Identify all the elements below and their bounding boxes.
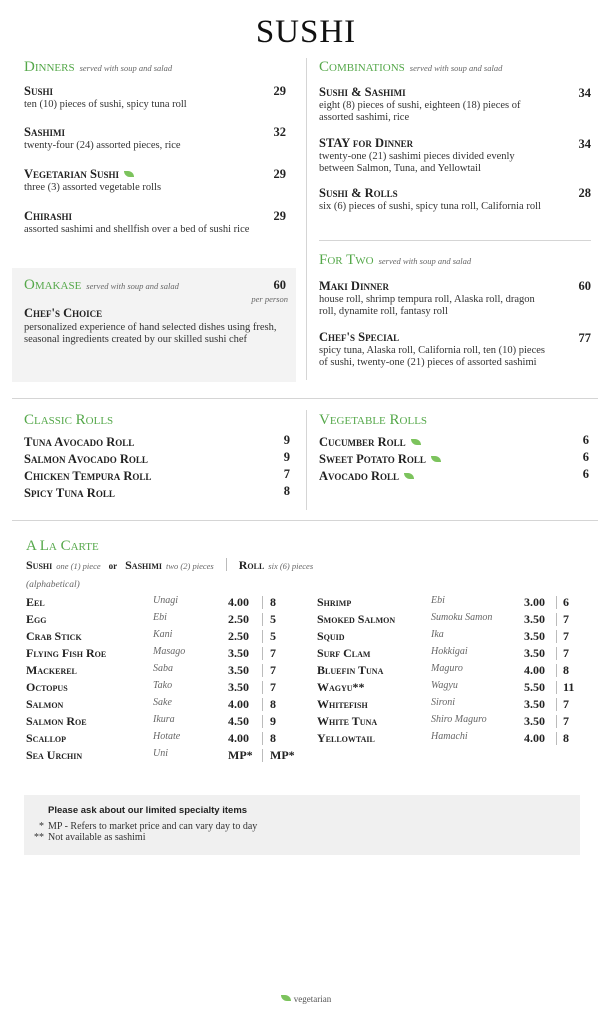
for-two-note: served with soup and salad — [378, 256, 472, 266]
a-la-carte-column-separator — [556, 715, 557, 728]
a-la-carte-item-japanese: Hotate — [153, 731, 181, 742]
a-la-carte-item-name: Salmon — [26, 697, 64, 711]
omakase-note: served with soup and salad — [86, 281, 179, 291]
roll-label: Roll — [238, 558, 265, 572]
a-la-carte-item-roll-price: 5 — [270, 612, 276, 626]
column-divider — [306, 58, 307, 380]
a-la-carte-legend — [26, 556, 313, 574]
omakase-heading — [24, 277, 179, 294]
a-la-carte-row — [26, 629, 298, 646]
a-la-carte-row — [26, 697, 298, 714]
roll-name: Chicken Tempura Roll — [24, 469, 152, 483]
a-la-carte-item-japanese: Ebi — [431, 595, 445, 606]
combo-item-name: STAY for Dinner — [319, 136, 414, 150]
dinner-item-desc: three (3) assorted vegetable rolls — [24, 182, 162, 193]
a-la-carte-item-roll-price: 7 — [270, 680, 276, 694]
a-la-carte-item-price: 5.50 — [524, 680, 545, 694]
classic-rolls-heading: Classic Rolls — [24, 412, 114, 428]
dinner-item-name: Sashimi — [24, 125, 65, 139]
sushi-label: Sushi — [26, 558, 53, 572]
section-divider — [12, 398, 598, 399]
a-la-carte-column-separator — [262, 647, 263, 660]
omakase-price: 60 — [273, 278, 286, 292]
a-la-carte-item-roll-price: 5 — [270, 629, 276, 643]
combinations-heading-label: Combinations — [319, 59, 405, 75]
for-two-item-name: Maki Dinner — [319, 279, 389, 293]
roll-name: Sweet Potato Roll — [319, 452, 426, 466]
a-la-carte-column-separator — [556, 732, 557, 745]
roll-row — [24, 450, 290, 467]
dinner-item-desc: twenty-four (24) assorted pieces, rice — [24, 140, 181, 151]
a-la-carte-column-separator — [556, 681, 557, 694]
a-la-carte-row — [26, 646, 298, 663]
dinner-item-price: 32 — [273, 125, 286, 139]
a-la-carte-item-roll-price: 8 — [270, 697, 276, 711]
a-la-carte-item-price: 4.00 — [524, 663, 545, 677]
dinner-item-desc: assorted sashimi and shellfish over a bed of sushi rice — [24, 224, 250, 235]
column-divider — [306, 410, 307, 510]
for-two-item-price: 60 — [578, 279, 591, 293]
na-note: Not available as sashimi — [48, 832, 146, 843]
combo-item — [319, 136, 549, 175]
a-la-carte-item-roll-price: 7 — [270, 663, 276, 677]
legend-separator — [226, 558, 227, 571]
a-la-carte-item-price: 3.50 — [524, 629, 545, 643]
a-la-carte-item-price: MP* — [228, 748, 253, 762]
a-la-carte-row — [26, 680, 298, 697]
dinner-item-name-text: Vegetarian Sushi — [24, 167, 119, 181]
alphabetical-note: (alphabetical) — [26, 580, 80, 590]
classic-rolls-list — [24, 433, 290, 501]
roll-name: Spicy Tuna Roll — [24, 486, 115, 500]
roll-name: Tuna Avocado Roll — [24, 435, 135, 449]
dinner-item — [24, 209, 264, 236]
for-two-item — [319, 279, 551, 318]
a-la-carte-item-price: 3.50 — [524, 612, 545, 626]
dinner-item — [24, 84, 286, 111]
a-la-carte-item-japanese: Sumoku Samon — [431, 612, 493, 623]
roll-row — [319, 433, 589, 450]
a-la-carte-item-roll-price: 7 — [563, 697, 569, 711]
roll-name: Cucumber Roll — [319, 435, 406, 449]
roll-name: Salmon Avocado Roll — [24, 452, 148, 466]
omakase-item-name: Chef's Choice — [24, 306, 103, 320]
a-la-carte-item-name: Flying Fish Roe — [26, 646, 107, 660]
dinner-item-name: Sushi — [24, 84, 53, 98]
roll-row — [24, 467, 290, 484]
a-la-carte-item-price: 3.50 — [228, 680, 249, 694]
a-la-carte-column-separator — [556, 613, 557, 626]
a-la-carte-item-name: Shrimp — [317, 595, 352, 609]
roll-price: 7 — [283, 467, 290, 481]
a-la-carte-item-japanese: Kani — [153, 629, 173, 640]
a-la-carte-item-japanese: Hamachi — [431, 731, 468, 742]
for-two-heading — [319, 252, 471, 269]
a-la-carte-item-roll-price: 8 — [270, 595, 276, 609]
vegetarian-legend-label: vegetarian — [293, 994, 332, 1004]
a-la-carte-item-japanese: Maguro — [431, 663, 463, 674]
a-la-carte-column-separator — [262, 715, 263, 728]
roll-row — [24, 484, 290, 501]
a-la-carte-row — [26, 731, 298, 748]
a-la-carte-item-name: Mackerel — [26, 663, 77, 677]
for-two-item-desc: spicy tuna, Alaska roll, California roll, ten (10) pieces of sushi, twenty-one (21) pieces of assorted sashimi — [319, 345, 545, 368]
a-la-carte-column-separator — [262, 698, 263, 711]
a-la-carte-item-japanese: Ikura — [153, 714, 175, 725]
vegetarian-leaf-icon — [404, 473, 414, 479]
a-la-carte-item-name: Wagyu** — [317, 680, 365, 694]
a-la-carte-item-roll-price: 8 — [563, 663, 569, 677]
a-la-carte-item-name: Scallop — [26, 731, 67, 745]
or-label: or — [108, 561, 118, 571]
a-la-carte-item-name: Squid — [317, 629, 345, 643]
a-la-carte-column-separator — [262, 613, 263, 626]
vegetarian-leaf-icon — [411, 439, 421, 445]
section-divider — [319, 240, 591, 241]
a-la-carte-item-japanese: Masago — [153, 646, 186, 657]
dinner-item-name: Chirashi — [24, 209, 73, 223]
vegetable-rolls-list — [319, 433, 589, 484]
a-la-carte-item-name: Crab Stick — [26, 629, 82, 643]
vegetarian-leaf-icon — [281, 995, 291, 1001]
dinners-heading-label: Dinners — [24, 59, 75, 75]
roll-row — [319, 450, 589, 467]
a-la-carte-item-japanese: Ika — [431, 629, 444, 640]
roll-note: six (6) pieces — [268, 561, 314, 571]
a-la-carte-item-roll-price: 6 — [563, 595, 569, 609]
a-la-carte-item-price: 4.00 — [228, 595, 249, 609]
a-la-carte-row — [317, 697, 601, 714]
a-la-carte-item-price: 2.50 — [228, 629, 249, 643]
sashimi-label: Sashimi — [125, 558, 163, 572]
a-la-carte-item-japanese: Saba — [153, 663, 173, 674]
a-la-carte-column-separator — [556, 664, 557, 677]
a-la-carte-item-price: 3.50 — [228, 663, 249, 677]
roll-price: 9 — [283, 433, 290, 447]
a-la-carte-item-roll-price: MP* — [270, 748, 295, 762]
vegetarian-legend — [0, 989, 612, 1007]
sashimi-note: two (2) pieces — [166, 561, 214, 571]
roll-row — [24, 433, 290, 450]
combinations-note: served with soup and salad — [409, 63, 503, 73]
a-la-carte-item-japanese: Ebi — [153, 612, 167, 623]
a-la-carte-item-name: Surf Clam — [317, 646, 371, 660]
a-la-carte-item-japanese: Tako — [153, 680, 173, 691]
a-la-carte-item-name: Octopus — [26, 680, 68, 694]
mp-note: MP - Refers to market price and can vary day to day — [48, 821, 258, 832]
combo-item-name: Sushi & Rolls — [319, 186, 398, 200]
a-la-carte-column-separator — [262, 681, 263, 694]
a-la-carte-row — [26, 748, 298, 765]
a-la-carte-item-japanese: Wagyu — [431, 680, 458, 691]
a-la-carte-row — [26, 663, 298, 680]
a-la-carte-item-name: Whitefish — [317, 697, 368, 711]
roll-price: 8 — [283, 484, 290, 498]
a-la-carte-row — [26, 595, 298, 612]
roll-name: Avocado Roll — [319, 469, 400, 483]
a-la-carte-row — [317, 595, 601, 612]
a-la-carte-item-price: 3.50 — [524, 714, 545, 728]
dinner-item-name — [24, 167, 286, 182]
combo-item-desc: twenty-one (21) sashimi pieces divided evenly between Salmon, Tuna, and Yellowtail — [319, 151, 515, 174]
roll-price: 9 — [283, 450, 290, 464]
a-la-carte-row — [317, 714, 601, 731]
combinations-heading — [319, 59, 502, 76]
a-la-carte-row — [26, 714, 298, 731]
menu-title: SUSHI — [255, 14, 357, 50]
a-la-carte-item-name: Smoked Salmon — [317, 612, 396, 626]
a-la-carte-item-name: Eel — [26, 595, 45, 609]
roll-price: 6 — [582, 450, 589, 464]
a-la-carte-item-roll-price: 7 — [563, 629, 569, 643]
a-la-carte-heading: A La Carte — [26, 538, 99, 554]
for-two-item-name: Chef's Special — [319, 330, 400, 344]
a-la-carte-item-name: Yellowtail — [317, 731, 375, 745]
a-la-carte-item-japanese: Shiro Maguro — [431, 714, 487, 725]
a-la-carte-item-price: 4.00 — [524, 731, 545, 745]
a-la-carte-row — [317, 612, 601, 629]
a-la-carte-item-price: 3.00 — [524, 595, 545, 609]
combo-item-desc: eight (8) pieces of sushi, eighteen (18) pieces of assorted sashimi, rice — [319, 100, 521, 123]
a-la-carte-item-name: Sea Urchin — [26, 748, 83, 762]
combo-item-name: Sushi & Sashimi — [319, 85, 406, 99]
a-la-carte-item-price: 3.50 — [228, 646, 249, 660]
sushi-note: one (1) piece — [56, 561, 101, 571]
dinner-item — [24, 167, 286, 194]
a-la-carte-item-roll-price: 8 — [563, 731, 569, 745]
mp-marker: * — [39, 821, 44, 832]
a-la-carte-item-roll-price: 7 — [563, 714, 569, 728]
combo-item — [319, 85, 549, 124]
roll-row — [319, 467, 589, 484]
a-la-carte-item-price: 4.00 — [228, 697, 249, 711]
a-la-carte-item-name: Salmon Roe — [26, 714, 87, 728]
omakase-heading-label: Omakase — [24, 277, 82, 293]
omakase-per-person: per person — [251, 294, 288, 304]
section-divider — [12, 520, 598, 521]
a-la-carte-right-list — [317, 595, 601, 748]
a-la-carte-column-separator — [556, 596, 557, 609]
combo-item-price: 34 — [578, 86, 591, 100]
for-two-item-desc: house roll, shrimp tempura roll, Alaska roll, dragon roll, dynamite roll, fantasy roll — [319, 294, 535, 317]
a-la-carte-row — [26, 612, 298, 629]
dinner-item-price: 29 — [273, 84, 286, 98]
na-marker: ** — [34, 832, 44, 843]
dinner-item-price: 29 — [273, 209, 286, 223]
omakase-item-desc: personalized experience of hand selected dishes using fresh, seasonal ingredients created by our skilled sushi chef — [24, 322, 277, 345]
a-la-carte-column-separator — [262, 749, 263, 762]
combo-item-price: 34 — [578, 137, 591, 151]
a-la-carte-row — [317, 629, 601, 646]
a-la-carte-item-roll-price: 8 — [270, 731, 276, 745]
a-la-carte-row — [317, 731, 601, 748]
roll-price: 6 — [582, 467, 589, 481]
a-la-carte-column-separator — [262, 630, 263, 643]
vegetarian-leaf-icon — [124, 171, 134, 177]
specialty-note: Please ask about our limited specialty items — [48, 805, 248, 816]
a-la-carte-row — [317, 663, 601, 680]
a-la-carte-item-japanese: Sake — [153, 697, 172, 708]
for-two-heading-label: For Two — [319, 252, 374, 268]
a-la-carte-item-name: White Tuna — [317, 714, 378, 728]
a-la-carte-item-price: 4.00 — [228, 731, 249, 745]
a-la-carte-left-list — [26, 595, 298, 765]
dinners-note: served with soup and salad — [79, 63, 173, 73]
a-la-carte-item-japanese: Unagi — [153, 595, 178, 606]
a-la-carte-item-japanese: Sironi — [431, 697, 456, 708]
a-la-carte-item-name: Bluefin Tuna — [317, 663, 384, 677]
dinner-item — [24, 125, 286, 152]
vegetable-rolls-heading: Vegetable Rolls — [319, 412, 428, 428]
a-la-carte-item-roll-price: 9 — [270, 714, 276, 728]
a-la-carte-item-price: 4.50 — [228, 714, 249, 728]
a-la-carte-column-separator — [262, 732, 263, 745]
a-la-carte-column-separator — [556, 630, 557, 643]
for-two-item — [319, 330, 551, 369]
a-la-carte-item-price: 2.50 — [228, 612, 249, 626]
roll-price: 6 — [582, 433, 589, 447]
combo-item — [319, 186, 549, 213]
a-la-carte-item-price: 3.50 — [524, 646, 545, 660]
a-la-carte-row — [317, 680, 601, 697]
a-la-carte-item-japanese: Uni — [153, 748, 168, 759]
combo-item-desc: six (6) pieces of sushi, spicy tuna roll, California roll — [319, 201, 541, 212]
a-la-carte-item-roll-price: 7 — [270, 646, 276, 660]
a-la-carte-item-japanese: Hokkigai — [431, 646, 468, 657]
vegetarian-leaf-icon — [431, 456, 441, 462]
a-la-carte-item-roll-price: 11 — [563, 680, 575, 694]
a-la-carte-column-separator — [262, 664, 263, 677]
dinners-heading — [24, 59, 172, 76]
a-la-carte-column-separator — [556, 698, 557, 711]
dinner-item-desc: ten (10) pieces of sushi, spicy tuna roll — [24, 99, 187, 110]
dinner-item-price: 29 — [273, 167, 286, 181]
a-la-carte-item-roll-price: 7 — [563, 646, 569, 660]
a-la-carte-row — [317, 646, 601, 663]
a-la-carte-item-name: Egg — [26, 612, 47, 626]
a-la-carte-item-roll-price: 7 — [563, 612, 569, 626]
a-la-carte-column-separator — [262, 596, 263, 609]
a-la-carte-item-price: 3.50 — [524, 697, 545, 711]
combo-item-price: 28 — [578, 186, 591, 200]
a-la-carte-column-separator — [556, 647, 557, 660]
for-two-item-price: 77 — [578, 331, 591, 345]
